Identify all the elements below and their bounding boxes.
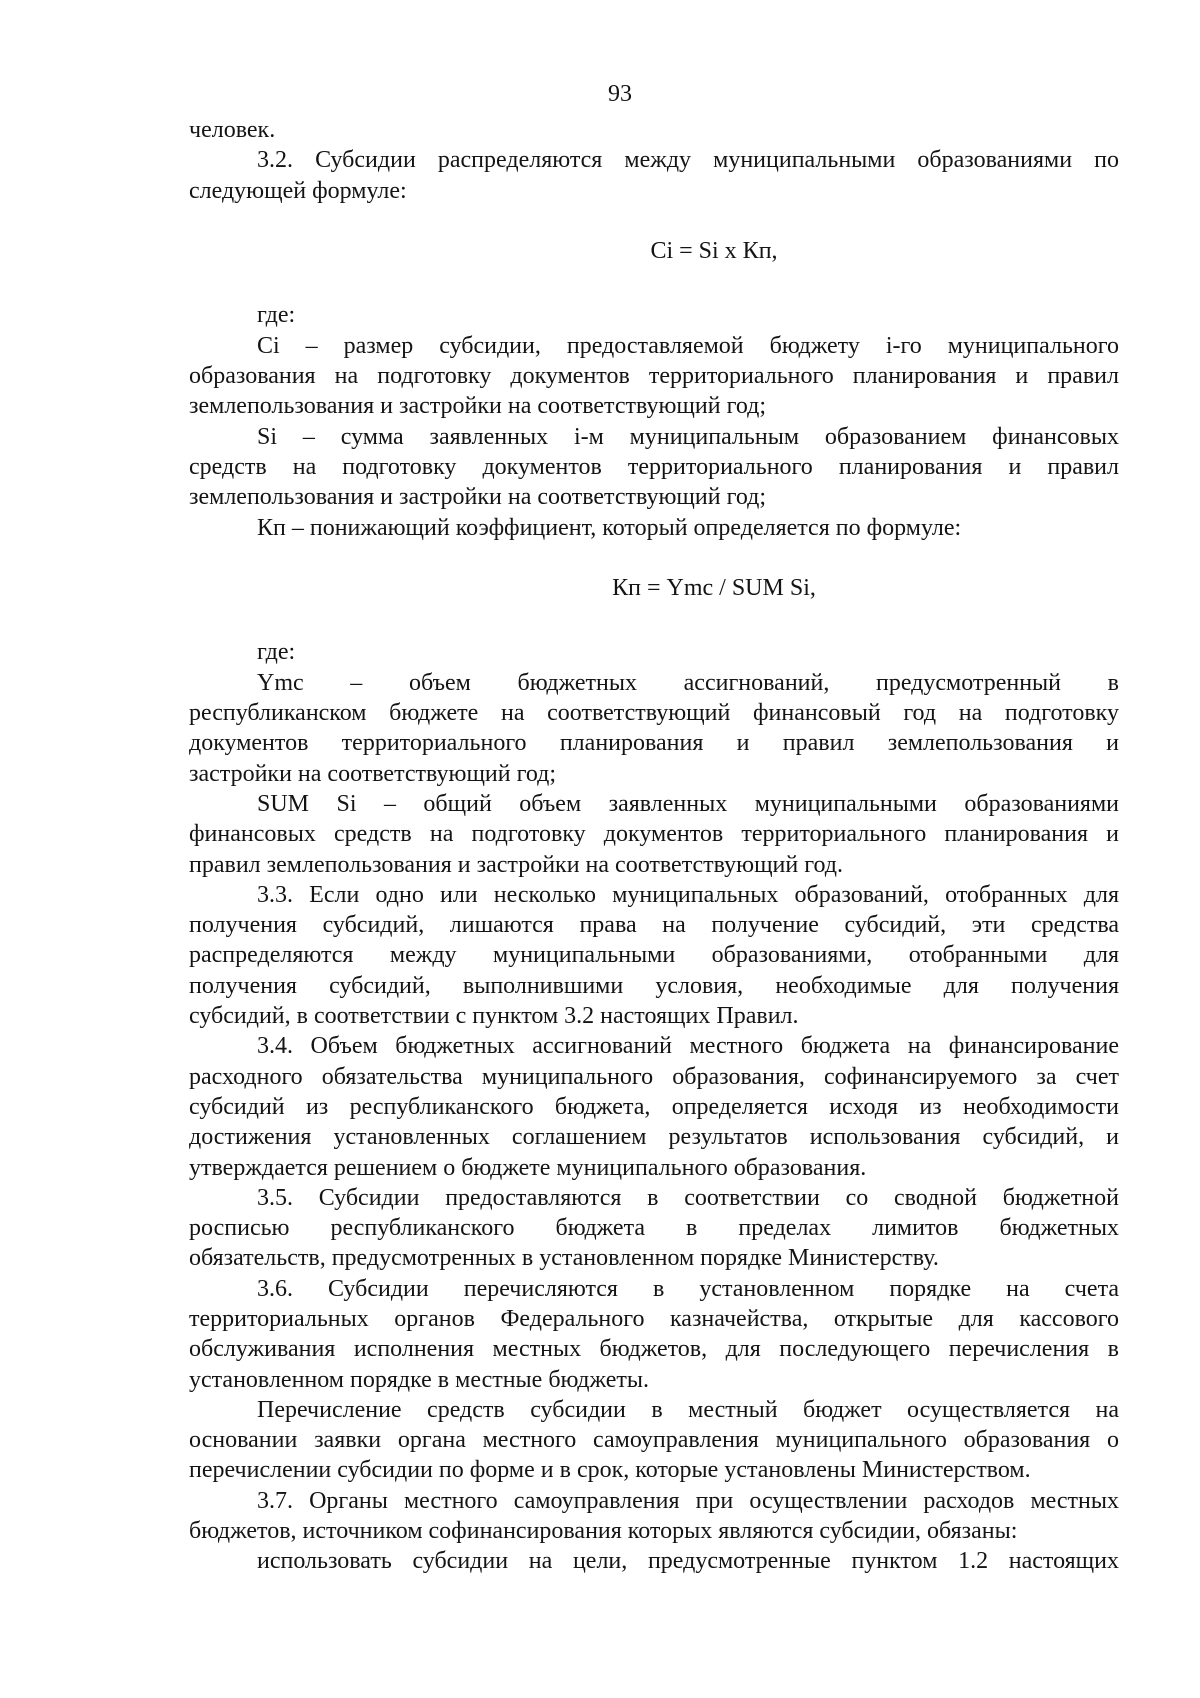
text-line: 3.7. Органы местного самоуправления при осуществлении расходов местных [257, 1487, 1119, 1514]
text-line: достижения установленных соглашением результатов использования субсидий, и [189, 1124, 1119, 1151]
text-line: землепользования и застройки на соответствующий год; [189, 484, 767, 511]
text-line: средств на подготовку документов территориального планирования и правил [189, 453, 1119, 480]
text-line: утверждается решением о бюджете муниципального образования. [189, 1154, 867, 1181]
text-line: получения субсидий, выполнившими условия, необходимые для получения [189, 972, 1119, 999]
text-line: SUM Si – общий объем заявленных муниципальными образованиями [257, 790, 1119, 817]
text-line: распределяются между муниципальными образованиями, отобранными для [189, 942, 1119, 969]
text-line: следующей формуле: [189, 177, 407, 204]
text-line: территориальных органов Федерального казначейства, открытые для кассового [189, 1305, 1119, 1332]
text-line: финансовых средств на подготовку документов территориального планирования и [189, 821, 1119, 848]
text-line: застройки на соответствующий год; [189, 760, 557, 787]
text-line: Ci – размер субсидии, предоставляемой бюджету i-го муниципального [257, 332, 1119, 359]
spacer [189, 603, 1119, 637]
text-line: установленном порядке в местные бюджеты. [189, 1366, 649, 1393]
spacer [189, 543, 1119, 573]
text-line: Ymc – объем бюджетных ассигнований, предусмотренный в [257, 669, 1119, 696]
text-line: основании заявки органа местного самоуправления муниципального образования о [189, 1427, 1119, 1454]
formula-line: Кп = Ymc / SUM Si, [612, 575, 816, 602]
text-line: республиканском бюджете на соответствующий финансовый год на подготовку [189, 700, 1119, 727]
document-body [189, 115, 1119, 1577]
text-line: бюджетов, источником софинансирования которых являются субсидии, обязаны: [189, 1518, 1018, 1545]
text-line: где: [257, 639, 296, 666]
text-line: 3.4. Объем бюджетных ассигнований местного бюджета на финансирование [257, 1033, 1119, 1060]
spacer [189, 206, 1119, 236]
formula-line: Ci = Si x Кп, [650, 238, 778, 265]
text-line: использовать субсидии на цели, предусмотренные пунктом 1.2 настоящих [257, 1548, 1119, 1575]
text-line: 3.6. Субсидии перечисляются в установленном порядке на счета [257, 1275, 1119, 1302]
text-line: землепользования и застройки на соответствующий год; [189, 393, 767, 420]
text-line: расходного обязательства муниципального образования, софинансируемого за счет [189, 1063, 1119, 1090]
text-line: 3.2. Субсидии распределяются между муниципальными образованиями по [257, 147, 1119, 174]
text-line: росписью республиканского бюджета в пределах лимитов бюджетных [189, 1215, 1119, 1242]
text-line: Кп – понижающий коэффициент, который определяется по формуле: [257, 514, 962, 541]
text-line: получения субсидий, лишаются права на получение субсидий, эти средства [189, 912, 1119, 939]
text-line: Перечисление средств субсидии в местный бюджет осуществляется на [257, 1396, 1119, 1423]
text-line: 3.3. Если одно или несколько муниципальных образований, отобранных для [257, 881, 1119, 908]
text-line: документов территориального планирования и правил землепользования и [189, 730, 1119, 757]
text-line: перечислении субсидии по форме и в срок, которые установлены Министерством. [189, 1457, 1031, 1484]
page-number: 93 [608, 81, 632, 107]
text-line: правил землепользования и застройки на соответствующий год. [189, 851, 843, 878]
text-line: Si – сумма заявленных i-м муниципальным образованием финансовых [257, 423, 1119, 450]
text-line: образования на подготовку документов территориального планирования и правил [189, 363, 1119, 390]
text-line: обязательств, предусмотренных в установленном порядке Министерству. [189, 1245, 939, 1272]
spacer [189, 266, 1119, 300]
text-line: человек. [189, 117, 276, 143]
text-line: субсидий из республиканского бюджета, определяется исходя из необходимости [189, 1093, 1119, 1120]
text-line: 3.5. Субсидии предоставляются в соответствии со сводной бюджетной [257, 1184, 1119, 1211]
text-line: субсидий, в соответствии с пунктом 3.2 настоящих Правил. [189, 1003, 799, 1030]
text-line: где: [257, 302, 296, 329]
text-line: обслуживания исполнения местных бюджетов, для последующего перечисления в [189, 1336, 1119, 1363]
